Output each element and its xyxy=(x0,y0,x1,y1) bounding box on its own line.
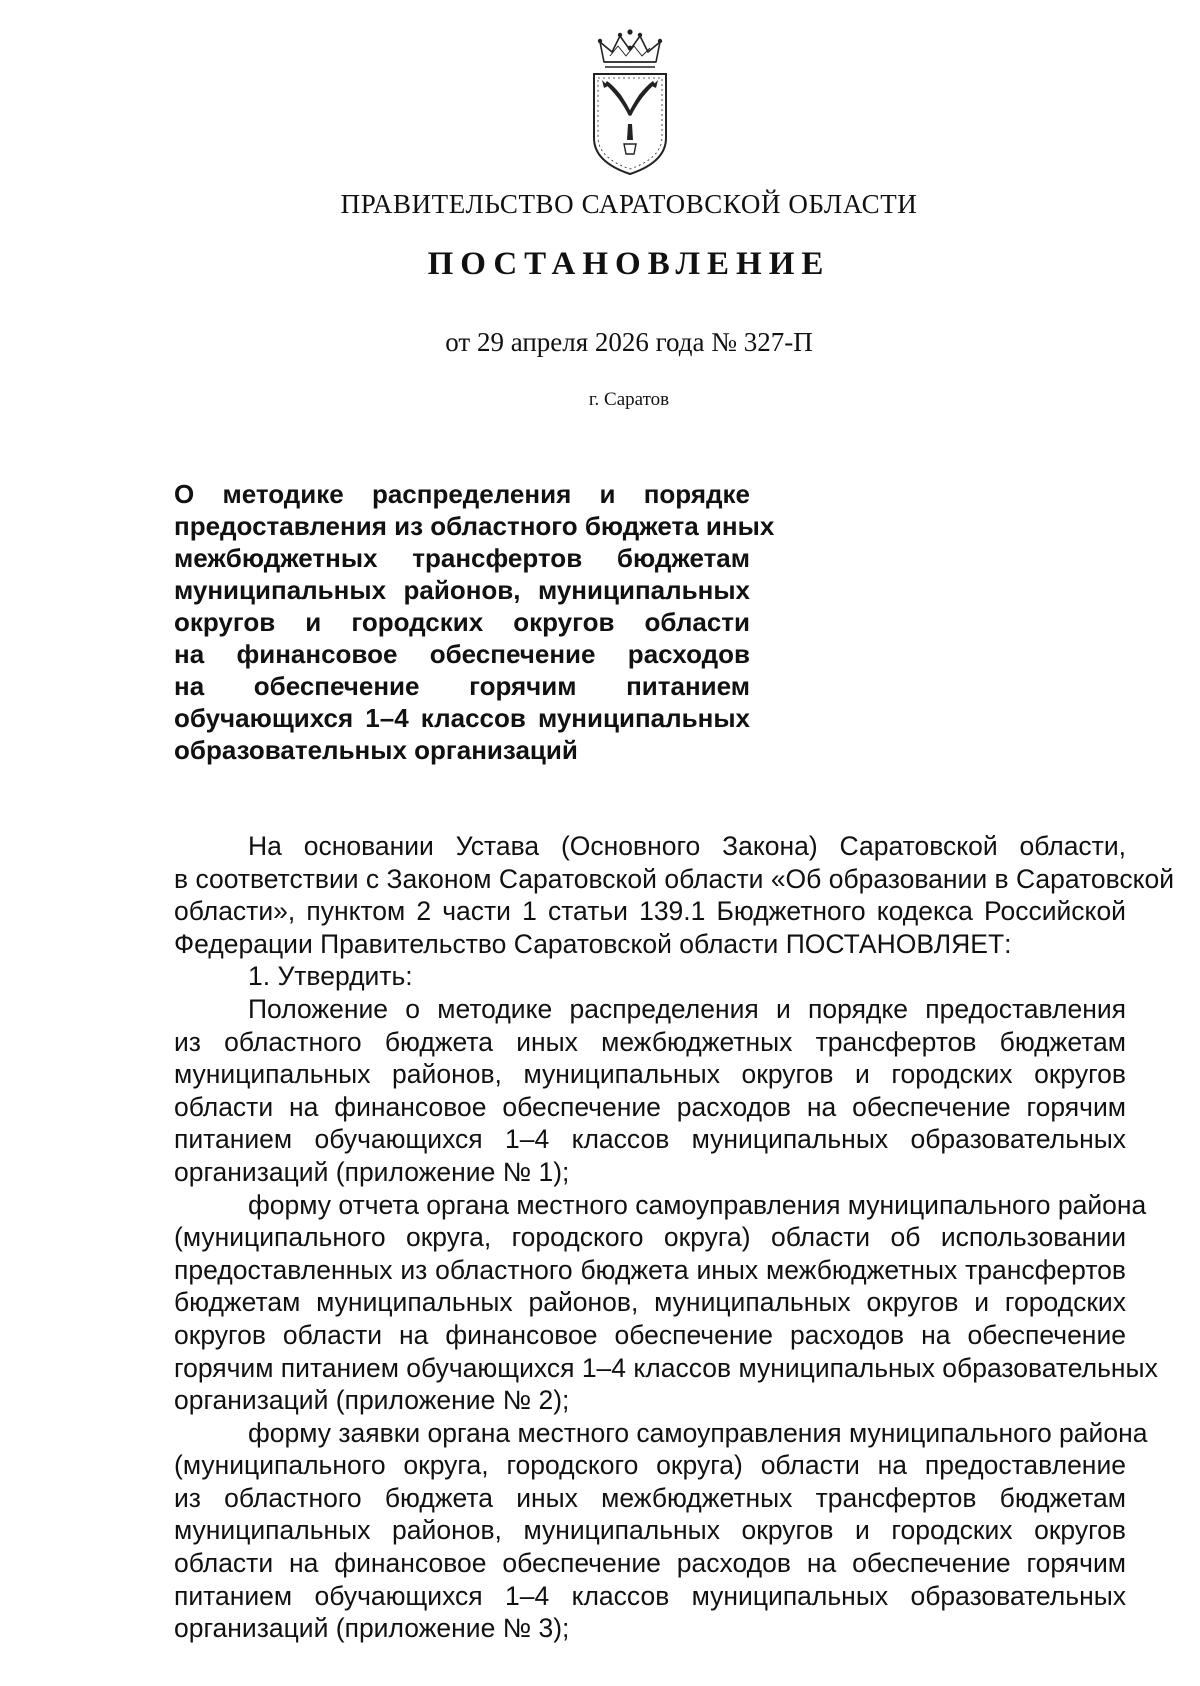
body-line: питанием обучающихся 1–4 классов муниципальных образовательных xyxy=(174,1124,1126,1155)
body-line: (муниципального округа, городского округа) области об использовании xyxy=(174,1222,1126,1253)
body-line: (муниципального округа, городского округа) области на предоставление xyxy=(174,1450,1126,1481)
body-line: питанием обучающихся 1–4 классов муниципальных образовательных xyxy=(174,1580,1126,1611)
title-line: образовательных организаций xyxy=(174,735,578,765)
body-line: горячим питанием обучающихся 1–4 классов муниципальных образовательных xyxy=(174,1352,1158,1383)
document-body xyxy=(174,830,1175,1645)
body-line: в соответствии с Законом Саратовской области «Об образовании в Саратовской xyxy=(174,863,1175,894)
regulation-paragraph xyxy=(174,993,1126,1189)
body-line: Положение о методике распределения и порядке предоставления xyxy=(248,993,1126,1024)
body-line: из областного бюджета иных межбюджетных трансфертов бюджетам xyxy=(174,1482,1126,1513)
body-line: округов области на финансовое обеспечение расходов на обеспечение xyxy=(174,1319,1126,1350)
document-city: г. Саратов xyxy=(588,389,670,410)
body-line: организаций (приложение № 1); xyxy=(174,1156,570,1187)
document-date-number: от 29 апреля 2026 года № 327-П xyxy=(445,327,813,357)
title-line: округов и городских округов области xyxy=(174,607,750,637)
body-line: муниципальных районов, муниципальных округов и городских округов xyxy=(174,1059,1126,1090)
body-line: области на финансовое обеспечение расходов на обеспечение горячим xyxy=(174,1091,1126,1122)
title-line: муниципальных районов, муниципальных xyxy=(174,575,750,605)
body-line: бюджетам муниципальных районов, муниципальных округов и городских xyxy=(174,1287,1126,1318)
title-line: обучающихся 1–4 классов муниципальных xyxy=(174,703,750,733)
body-line: из областного бюджета иных межбюджетных трансфертов бюджетам xyxy=(174,1026,1126,1057)
saratov-coat-of-arms-icon xyxy=(588,28,672,178)
preamble-paragraph xyxy=(174,830,1175,960)
body-line: области на финансовое обеспечение расходов на обеспечение горячим xyxy=(174,1548,1126,1579)
title-line: на финансовое обеспечение расходов xyxy=(174,639,750,669)
body-line: организаций (приложение № 3); xyxy=(174,1613,570,1644)
application-form-paragraph xyxy=(174,1417,1148,1645)
body-line: организаций (приложение № 2); xyxy=(174,1385,570,1416)
organization-name: ПРАВИТЕЛЬСТВО САРАТОВСКОЙ ОБЛАСТИ xyxy=(340,189,918,219)
title-line: предоставления из областного бюджета иных xyxy=(174,511,775,541)
title-line: на обеспечение горячим питанием xyxy=(174,671,750,701)
document-title xyxy=(174,478,775,766)
title-line: межбюджетных трансфертов бюджетам xyxy=(174,543,750,573)
body-line: Федерации Правительство Саратовской области ПОСТАНОВЛЯЕТ: xyxy=(174,928,1012,959)
title-line: О методике распределения и порядке xyxy=(174,479,750,509)
body-line: муниципальных районов, муниципальных округов и городских округов xyxy=(174,1515,1126,1546)
clause-1-paragraph xyxy=(174,960,1126,993)
body-line: форму заявки органа местного самоуправления муниципального района xyxy=(248,1417,1148,1448)
document-type: ПОСТАНОВЛЕНИЕ xyxy=(427,246,831,282)
body-line: предоставленных из областного бюджета иных межбюджетных трансфертов xyxy=(174,1254,1126,1285)
report-form-paragraph xyxy=(174,1189,1158,1417)
body-line: области», пунктом 2 части 1 статьи 139.1 Бюджетного кодекса Российской xyxy=(174,896,1126,927)
body-line: На основании Устава (Основного Закона) Саратовской области, xyxy=(248,831,1126,861)
body-line: форму отчета органа местного самоуправления муниципального района xyxy=(248,1189,1147,1220)
body-line: 1. Утвердить: xyxy=(248,961,413,992)
